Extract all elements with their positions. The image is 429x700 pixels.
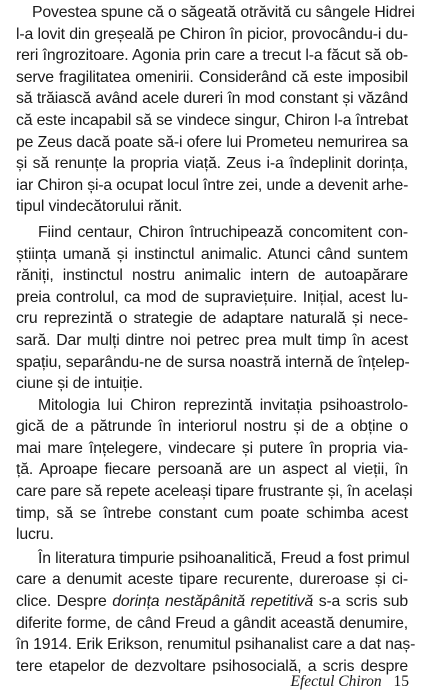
body-text [16, 0, 416, 677]
text-line: tere etapelor de dezvoltare psihosocială, a scris despre [16, 657, 408, 675]
text-line: ciune și de intuiție. [16, 375, 143, 393]
text-line: care pare să repete aceleași tipare frustrante și, în același [16, 483, 413, 501]
text-line: Mitologia lui Chiron reprezintă invitația psihoastrolo- [38, 396, 408, 414]
text-line: în 1914. Erik Erikson, renumitul psihanalist care a dat naș- [16, 636, 416, 654]
running-title: Efectul Chiron [290, 673, 382, 690]
text-line: răniți, instinctul nostru animalic intern de autoapărare [16, 267, 408, 285]
text-line-with-emphasis [16, 591, 408, 613]
text-line: mai mare înțelegere, vindecare și putere în propria via- [16, 439, 408, 457]
text-line: serve fragilitatea omenirii. Considerând că este imposibil [16, 68, 408, 86]
text-line: Fiind centaur, Chiron întruchipează concomitent con- [38, 223, 408, 241]
text-line: reri îngrozitoare. Agonia prin care a trecut l-a făcut să ob- [16, 47, 408, 65]
text-line: lucru. [16, 526, 54, 544]
text-line: știința umană și instinctul animalic. Atunci când suntem [16, 245, 408, 263]
text-line: spațiu, separându-ne de sursa noastră internă de înțelep- [16, 353, 410, 371]
text-line: l-a lovit din greșeală pe Chiron în picior, provocându-i du- [16, 25, 408, 43]
text-line: cru reprezintă o strategie de adaptare naturală și nece- [16, 310, 408, 328]
text-line: iar Chiron și-a ocupat locul între zei, unde a devenit arhe- [16, 176, 409, 194]
text-run: s-a scris sub [313, 593, 408, 611]
paragraph-centaur [16, 222, 408, 395]
text-line: că este incapabil să se vindece singur, Chiron l-a întrebat [16, 111, 408, 129]
emphasis-term: dorința nestăpânită repetitivă [112, 593, 314, 611]
text-run: clice. Despre [16, 593, 113, 611]
paragraph-mythology [16, 395, 413, 546]
page-footer [291, 673, 410, 691]
paragraph-freud [16, 548, 416, 678]
text-line: să trăiască având acele dureri în mod constant și văzând [16, 90, 408, 108]
text-line: timp, să se întrebe constant cum poate schimba acest [16, 504, 408, 522]
text-line: ță. Aproape fiecare persoană are un aspect al vieții, în [16, 461, 408, 479]
text-line: În literatura timpurie psihoanalitică, Freud a fost primul [38, 549, 410, 567]
text-line: sară. Dar mulți dintre noi petrec prea mult timp în acest [16, 331, 408, 349]
text-line: diferite forme, de când Freud a gândit această denumire, [16, 614, 408, 632]
text-line: Povestea spune că o săgeată otrăvită cu sângele Hidrei [32, 4, 415, 21]
text-line: pe Zeus dacă poate să-i ofere lui Prometeu nemurirea sa [16, 133, 408, 151]
paragraph-chiron-myth [16, 2, 415, 218]
page-number: 15 [393, 673, 409, 690]
text-line: și să renunțe la propria viață. Zeus i-a îndeplinit dorința, [16, 155, 408, 173]
text-line: tipul vindecătorului rănit. [16, 198, 183, 216]
text-line: preia controlul, ca mod de supraviețuire. Inițial, acest lu- [16, 288, 408, 306]
text-line: care a denumit aceste tipare recurente, dureroase și ci- [16, 571, 408, 589]
text-line: gică de a pătrunde în interiorul nostru și de a obține o [16, 418, 408, 436]
